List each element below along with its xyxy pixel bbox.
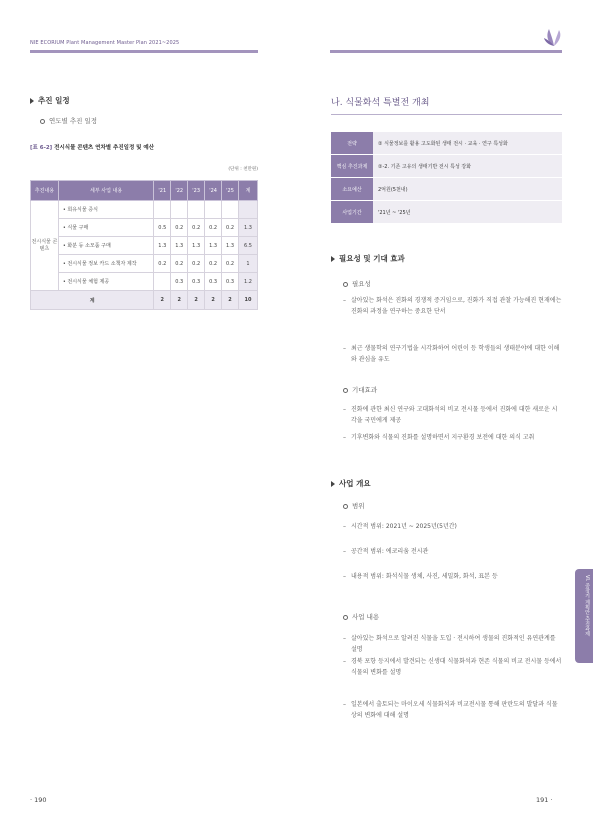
info-label: 사업기간 (331, 201, 373, 223)
header-cell: 계 (239, 181, 258, 201)
value-cell: 0.2 (205, 219, 222, 237)
right-page-title: 나. 식물화석 특별전 개최 (331, 98, 430, 108)
value-cell (171, 201, 188, 219)
item-cell: • 희유식물 증식 (58, 201, 153, 219)
header-cell: '24 (205, 181, 222, 201)
table-total-row (31, 291, 258, 310)
scope-bullet: – 공간적 범위: 에코리움 전시관 (343, 548, 429, 555)
scope-bullet: – 내용적 범위: 화석식물 생체, 사진, 세밀화, 화석, 표본 등 (343, 573, 498, 580)
content-bullet: – 일본에서 출토되는 마이오세 식물화석과 비교전시물 통해 판란도의 발달과 식물상의 변화에 대해 설명 (343, 701, 558, 719)
value-cell: 0.2 (188, 255, 205, 273)
header-rule-right (330, 50, 562, 53)
circle-bullet-icon (343, 388, 348, 393)
page-number-left: · 190 (30, 796, 47, 804)
value-cell: 0.2 (154, 255, 171, 273)
content-bullet: – 살아있는 화석으로 알려진 식물을 도입 · 전시하여 생물의 진화적인 유연관계를 설명 (343, 635, 556, 653)
value-cell: 1.3 (222, 237, 239, 255)
value-cell: 0.2 (188, 219, 205, 237)
info-label: 핵심 추진과제 (331, 155, 373, 177)
scope-subheading: 범위 (343, 501, 365, 510)
category-cell: 전시식물 콘텐츠 (31, 201, 59, 291)
value-cell (154, 201, 171, 219)
value-cell: 1.2 (239, 273, 258, 291)
effect-subheading: 기대효과 (343, 385, 377, 394)
info-label: 소요예산 (331, 178, 373, 200)
header-cell: 세부 사업 내용 (58, 181, 153, 201)
total-value-cell: 2 (171, 291, 188, 310)
value-cell (222, 201, 239, 219)
item-cell: • 전시식물 체험 제공 (58, 273, 153, 291)
value-cell: 0.5 (154, 219, 171, 237)
total-label-cell: 계 (31, 291, 154, 310)
total-value-cell: 10 (239, 291, 258, 310)
info-label: 전략 (331, 132, 373, 154)
value-cell (205, 201, 222, 219)
schedule-budget-table (30, 180, 258, 310)
value-cell (188, 201, 205, 219)
total-value-cell: 2 (188, 291, 205, 310)
value-cell: 1.3 (239, 219, 258, 237)
info-value: ②-2. 기존 고유의 생태기반 전시 특성 강화 (373, 155, 562, 177)
value-cell: 1.3 (188, 237, 205, 255)
overview-heading: 사업 개요 (331, 478, 371, 489)
total-value-cell: 2 (205, 291, 222, 310)
value-cell (154, 273, 171, 291)
necessity-bullet: – 살아있는 화석은 진화의 경쟁적 증거임으로, 진화가 직접 관찰 가능해진 현재에는 진화의 과정을 연구하는 중요한 단서 (343, 297, 562, 315)
page-number-right: 191 · (536, 796, 553, 804)
necessity-subheading: 필요성 (343, 279, 371, 288)
header-cell: 추진내용 (31, 181, 59, 201)
value-cell: 1.3 (154, 237, 171, 255)
value-cell: 0.3 (171, 273, 188, 291)
chapter-side-tab: VI. 중장기 계획안 추진과제 (575, 569, 593, 663)
info-value: ② 식물정보를 활용 고도화된 생태 전시 · 교육 · 연구 특성화 (373, 132, 562, 154)
scope-bullet: – 시간적 범위: 2021년 ~ 2025년(5년간) (343, 523, 457, 530)
info-row-core-task (331, 155, 562, 177)
value-cell: 0.2 (205, 255, 222, 273)
info-row-strategy (331, 132, 562, 154)
value-cell: 1 (239, 255, 258, 273)
project-info-box (331, 132, 562, 224)
table-row (31, 219, 258, 237)
value-cell (239, 201, 258, 219)
content-subheading: 사업 내용 (343, 612, 379, 621)
info-value: '21년 ~ '25년 (373, 201, 562, 223)
circle-bullet-icon (343, 504, 348, 509)
header-cell: '22 (171, 181, 188, 201)
item-cell: • 화분 등 소모품 구매 (58, 237, 153, 255)
value-cell: 0.3 (188, 273, 205, 291)
info-row-budget (331, 178, 562, 200)
circle-bullet-icon (343, 615, 348, 620)
necessity-bullet: – 최근 생물학의 연구기법을 시각화하여 어린이 등 학생들의 생태분야에 대한 이해와 관심을 유도 (343, 345, 560, 363)
triangle-bullet-icon (30, 98, 34, 104)
triangle-bullet-icon (331, 256, 335, 262)
value-cell: 0.2 (171, 255, 188, 273)
value-cell: 0.2 (222, 219, 239, 237)
left-section-heading: 추진 일정 (30, 95, 70, 106)
header-rule-left (30, 50, 258, 53)
header-cell: '23 (188, 181, 205, 201)
value-cell: 0.3 (222, 273, 239, 291)
value-cell: 1.3 (205, 237, 222, 255)
table-row (31, 255, 258, 273)
table-caption: [표 6-2] 전시식물 콘텐츠 연차별 추진일정 및 예산 (30, 145, 155, 151)
value-cell: 1.3 (171, 237, 188, 255)
header-cell: '25 (222, 181, 239, 201)
header-text: NIE ECORIUM Plant Management Master Plan 2021~2025 (30, 40, 180, 46)
value-cell: 6.5 (239, 237, 258, 255)
item-cell: • 전시식물 정보 카드 소책자 제작 (58, 255, 153, 273)
value-cell: 0.2 (171, 219, 188, 237)
item-cell: • 식물 구매 (58, 219, 153, 237)
content-bullet: – 경북 포항 등지에서 발견되는 신생대 식물화석과 현존 식물의 비교 전시물 등에서 식물의 변화를 설명 (343, 658, 562, 676)
info-row-period (331, 201, 562, 223)
table-row (31, 237, 258, 255)
leaf-logo-icon (543, 26, 565, 48)
total-value-cell: 2 (154, 291, 171, 310)
effect-bullet: – 기후변화와 식물의 진화를 설명하면서 지구환경 보전에 대한 의식 고취 (343, 434, 535, 441)
header-cell: '21 (154, 181, 171, 201)
table-unit: (단위 : 천만원) (228, 167, 258, 172)
value-cell: 0.2 (222, 255, 239, 273)
title-divider (331, 114, 562, 115)
table-header-row (31, 181, 258, 201)
table-row (31, 273, 258, 291)
left-subsection: 연도별 추진 일정 (40, 116, 97, 125)
table-row (31, 201, 258, 219)
triangle-bullet-icon (331, 481, 335, 487)
circle-bullet-icon (343, 282, 348, 287)
total-value-cell: 2 (222, 291, 239, 310)
value-cell: 0.3 (205, 273, 222, 291)
circle-bullet-icon (40, 119, 45, 124)
necessity-heading: 필요성 및 기대 효과 (331, 253, 405, 264)
effect-bullet: – 진화에 관한 최신 연구와 고대화석의 비교 전시물 등에서 진화에 대한 새로운 시각을 국민에게 제공 (343, 406, 558, 424)
info-value: 2억원(5천내) (373, 178, 562, 200)
